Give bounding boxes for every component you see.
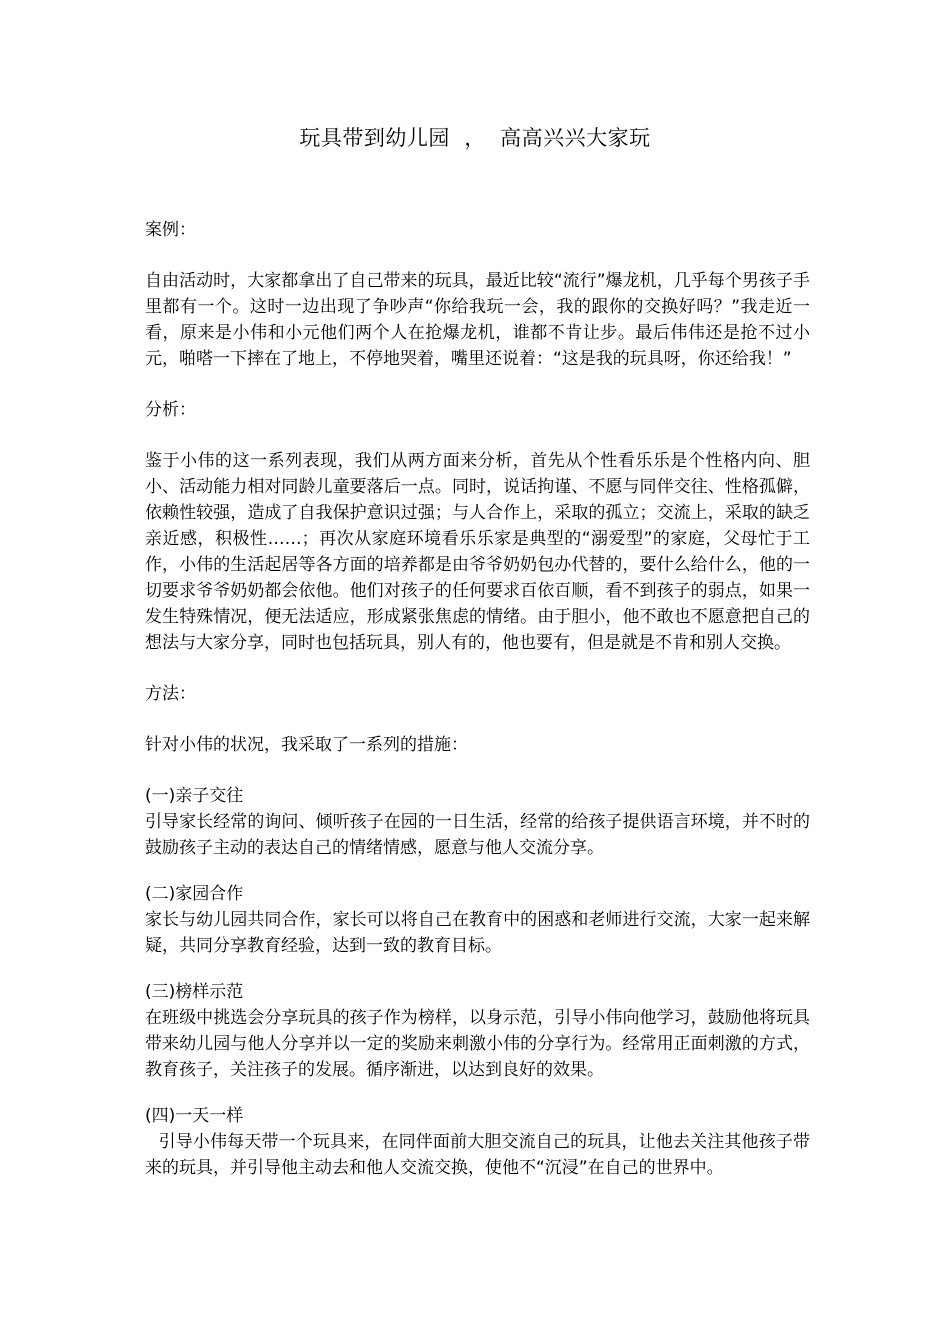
measure-heading: (一)亲子交往: [145, 786, 244, 806]
measure-heading: (三)榜样示范: [145, 982, 244, 1002]
case-label: 案例：: [145, 220, 196, 240]
measure-text: 引导家长经常的询问、倾听孩子在园的一日生活，经常的给孩子提供语言环境，并不时的鼓励孩子主动的表达自己的情绪情感，愿意与他人交流分享。: [145, 812, 810, 858]
measure-text: 家长与幼儿园共同合作，家长可以将自己在教育中的困惑和老师进行交流，大家一起来解疑，共同分享教育经验，达到一致的教育目标。: [145, 910, 810, 956]
measure-item: [145, 979, 810, 1083]
page-title: 玩具带到幼儿园 ， 高高兴兴大家玩: [299, 126, 651, 150]
document-body: [145, 217, 810, 1201]
case-paragraph: 自由活动时，大家都拿出了自己带来的玩具，最近比较“流行”爆龙机，几乎每个男孩子手里都有一个。这时一边出现了争吵声“你给我玩一会，我的跟你的交换好吗？”我走近一看，原来是小伟和小元他们两个人在抢爆龙机，谁都不肯让步。最后伟伟还是抢不过小元，啪嗒一下摔在了地上，不停地哭着，嘴里还说着：“这是我的玩具呀，你还给我！”: [145, 271, 810, 369]
analysis-label: 分析：: [145, 400, 196, 420]
measure-heading: (四)一天一样: [145, 1106, 244, 1126]
measure-text: 在班级中挑选会分享玩具的孩子作为榜样，以身示范，引导小伟向他学习，鼓励他将玩具带来幼儿园与他人分享并以一定的奖励来刺激小伟的分享行为。经常用正面刺激的方式，教育孩子，关注孩子的发展。循序渐进，以达到良好的效果。: [145, 1008, 810, 1080]
measure-text: 引导小伟每天带一个玩具来，在同伴面前大胆交流自己的玩具，让他去关注其他孩子带来的玩具，并引导他主动去和他人交流交换，使他不“沉浸”在自己的世界中。: [145, 1132, 810, 1178]
analysis-paragraph: 鉴于小伟的这一系列表现，我们从两方面来分析，首先从个性看乐乐是个性格内向、胆小、活动能力相对同龄儿童要落后一点。同时，说话拘谨、不愿与同伴交往、性格孤僻，依赖性较强，造成了自我保护意识过强；与人合作上，采取的孤立；交流上，采取的缺乏亲近感，积极性……；再次从家庭环境看乐乐家是典型的“溺爱型”的家庭，父母忙于工作，小伟的生活起居等各方面的培养都是由爷爷奶奶包办代替的，要什么给什么，他的一切要求爷爷奶奶都会依他。他们对孩子的任何要求百依百顺，看不到孩子的弱点，如果一发生特殊情况，便无法适应，形成紧张焦虑的情绪。由于胆小，他不敢也不愿意把自己的想法与大家分享，同时也包括玩具，别人有的，他也要有，但是就是不肯和别人交换。: [145, 451, 810, 653]
method-label: 方法：: [145, 684, 196, 704]
measure-item: [145, 1103, 810, 1181]
method-intro: 针对小伟的状况，我采取了一系列的措施：: [145, 735, 468, 755]
measure-heading: (二)家园合作: [145, 884, 244, 904]
measure-item: [145, 881, 810, 959]
measure-item: [145, 783, 810, 861]
